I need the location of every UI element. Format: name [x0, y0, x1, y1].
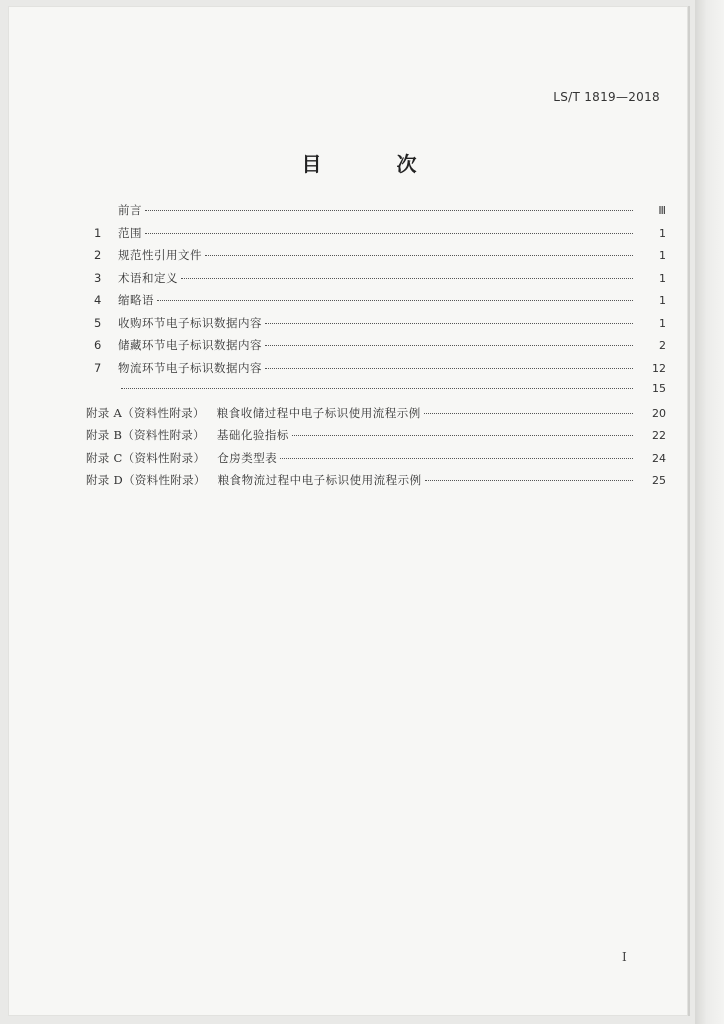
toc-leader-dots — [424, 413, 633, 414]
toc-entry-label: 仓房类型表 — [217, 450, 278, 465]
toc-entry-number: 1 — [94, 225, 102, 240]
toc-entry-prefix: 附录 C（资料性附录） — [86, 450, 206, 465]
toc-entry-label: 规范性引用文件 — [118, 248, 202, 262]
toc-entry[interactable] — [86, 472, 666, 495]
toc-entry-prefix: 附录 B（资料性附录） — [86, 428, 205, 442]
toc-leader-dots — [157, 300, 633, 301]
toc-entry-prefix: 附录 D（资料性附录） — [86, 473, 206, 487]
toc-leader-dots — [145, 210, 633, 211]
toc-entry[interactable] — [86, 202, 666, 225]
toc-entry[interactable] — [86, 270, 666, 293]
page-number: I — [622, 950, 627, 964]
toc-entry-label: 储藏环节电子标识数据内容 — [118, 338, 262, 352]
toc-entry[interactable] — [86, 360, 666, 383]
toc-entry-number: 5 — [94, 315, 102, 330]
toc-entry[interactable] — [86, 337, 666, 360]
page-edge-shadow — [695, 0, 724, 1024]
toc-entry-page: 1 — [659, 249, 666, 262]
toc-entry-number: 2 — [94, 248, 102, 262]
toc-leader-dots — [425, 480, 633, 481]
toc-leader-dots — [205, 255, 633, 256]
toc-entry-number: 6 — [94, 338, 102, 352]
toc-entry-label: 粮食物流过程中电子标识使用流程示例 — [217, 473, 422, 487]
toc-entry-page: 1 — [659, 294, 666, 307]
toc-entry-label: 范围 — [118, 225, 142, 240]
toc-entry-number: 3 — [94, 270, 102, 285]
toc-entry[interactable] — [86, 405, 666, 428]
toc-entry-label: 术语和定义 — [118, 270, 178, 285]
toc-entry-page: 22 — [652, 429, 666, 442]
toc-entry-page: 24 — [652, 451, 666, 465]
toc-entry-page: 1 — [659, 226, 666, 240]
toc-leader-dots — [265, 368, 633, 369]
toc-entry[interactable] — [86, 292, 666, 315]
toc-entry-page: 1 — [659, 271, 666, 285]
toc-entry-page: 2 — [659, 339, 666, 352]
toc-entry-label: 基础化验指标 — [216, 428, 289, 442]
toc-entry[interactable] — [86, 382, 666, 405]
toc-entry-label: 收购环节电子标识数据内容 — [118, 315, 262, 330]
toc-leader-dots — [292, 435, 633, 436]
toc-entry-page: 12 — [652, 361, 666, 375]
toc-leader-dots — [181, 278, 633, 279]
table-of-contents — [86, 202, 666, 495]
document-page — [8, 6, 690, 1016]
toc-entry-number: 4 — [94, 293, 102, 307]
toc-entry-page: Ⅲ — [658, 204, 666, 217]
toc-entry[interactable] — [86, 225, 666, 248]
toc-entry-prefix: 附录 A（资料性附录） — [86, 405, 205, 420]
toc-leader-dots — [280, 458, 633, 459]
toc-entry-number: 7 — [94, 360, 102, 375]
toc-entry-label: 缩略语 — [118, 293, 154, 307]
toc-entry-page: 15 — [652, 382, 666, 395]
toc-entry[interactable] — [86, 315, 666, 338]
toc-entry[interactable] — [86, 247, 666, 270]
toc-leader-dots — [265, 345, 633, 346]
toc-entry-page: 1 — [659, 316, 666, 330]
toc-entry-label: 粮食收储过程中电子标识使用流程示例 — [216, 405, 421, 420]
toc-entry[interactable] — [86, 427, 666, 450]
standard-number: LS/T 1819—2018 — [553, 90, 660, 104]
toc-entry[interactable] — [86, 450, 666, 473]
toc-entry-label: 前言 — [118, 203, 142, 217]
toc-leader-dots — [265, 323, 633, 324]
toc-entry-page: 20 — [652, 406, 666, 420]
toc-leader-dots — [121, 388, 633, 389]
toc-leader-dots — [145, 233, 633, 234]
page-title: 目 次 — [301, 152, 451, 176]
toc-entry-label: 物流环节电子标识数据内容 — [118, 360, 262, 375]
toc-entry-page: 25 — [652, 474, 666, 487]
